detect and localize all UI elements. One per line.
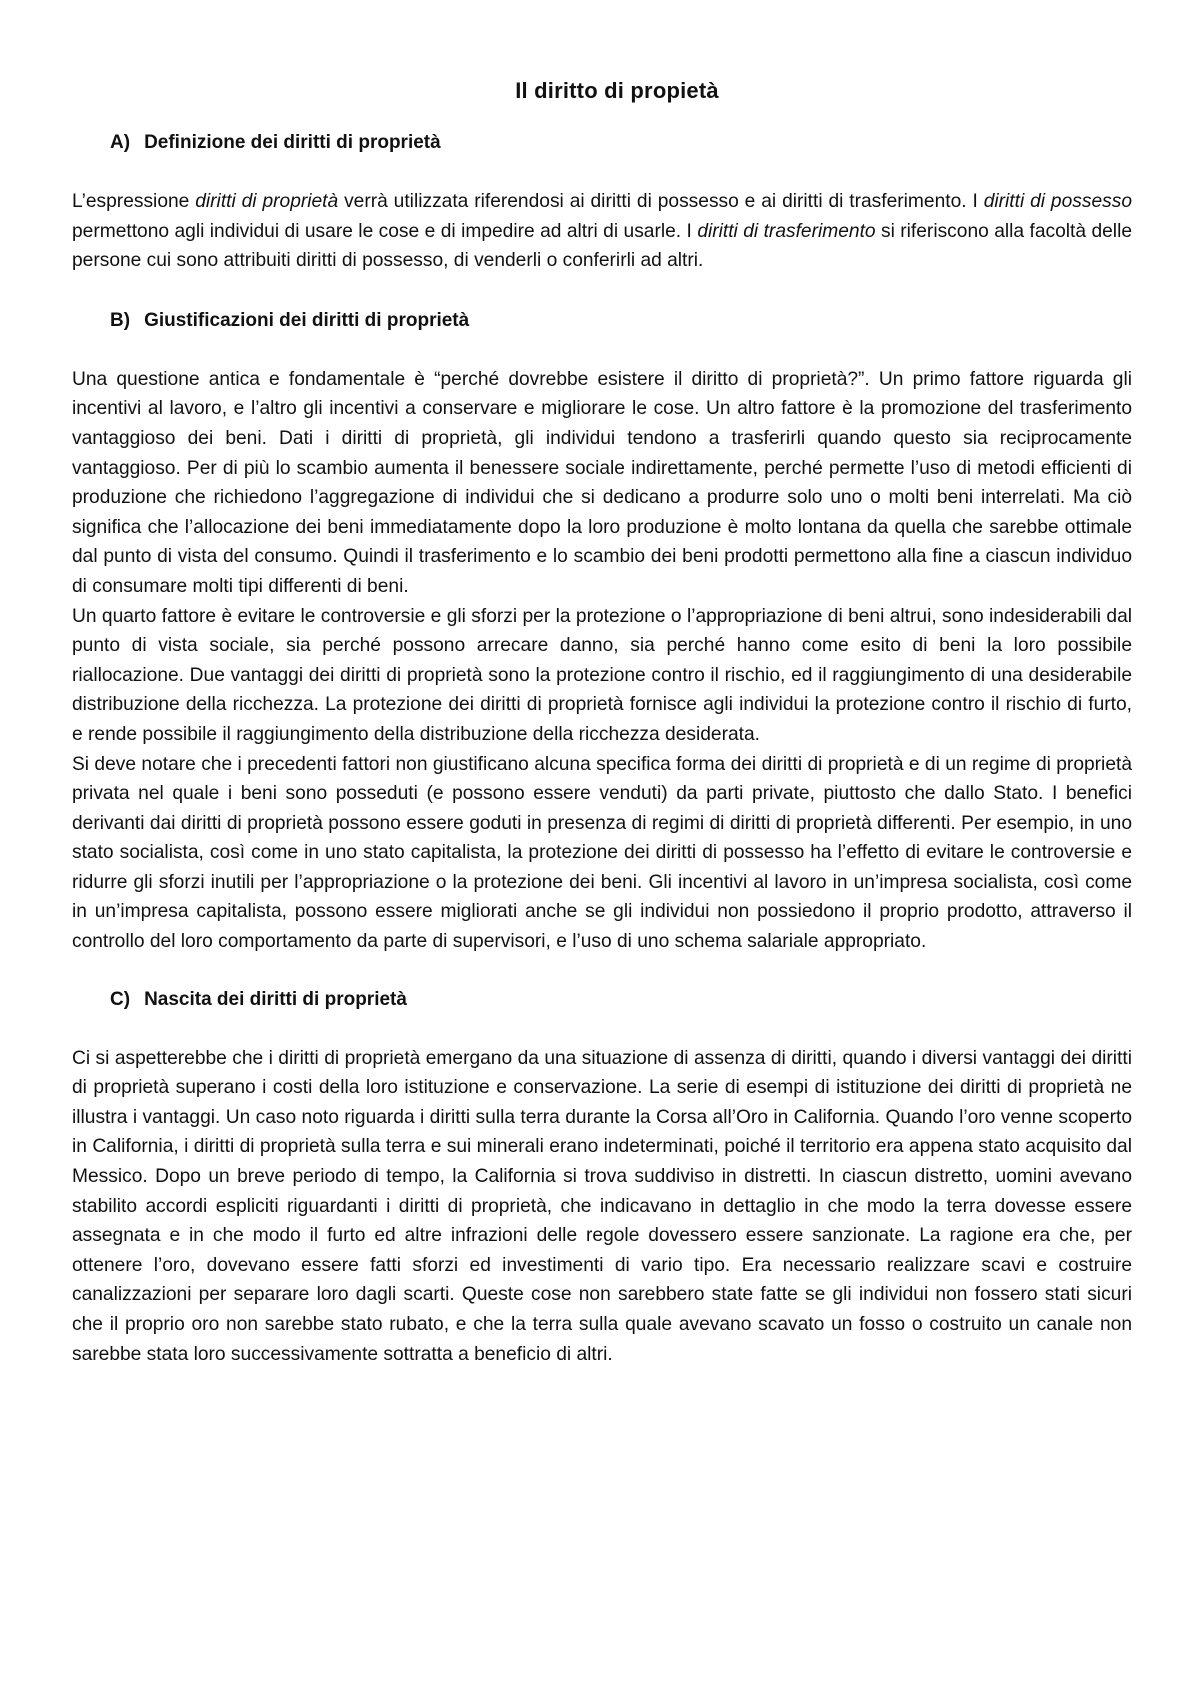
section-heading-a bbox=[72, 132, 1132, 154]
section-title: Giustificazioni dei diritti di proprietà bbox=[144, 309, 470, 331]
paragraph bbox=[72, 602, 1132, 750]
text-run: Un quarto fattore è evitare le controversie e gli sforzi per la protezione o l’appropriazione di beni altrui, sono indesiderabili dal punto di vista sociale, sia perché possono arrecare danno, sia perché hanno come esito di beni la loro possibile riallocazione. Due vantaggi dei diritti di proprietà sono la protezione contro il rischio, ed il raggiungimento di una desiderabile distribuzione della ricchezza. La protezione dei diritti di proprietà fornisce agli individui la protezione contro il rischio di furto, e rende possibile il raggiungimento della distribuzione della ricchezza desiderata. bbox=[72, 605, 1132, 745]
italic-term: diritti di proprietà bbox=[195, 191, 339, 212]
paragraph bbox=[72, 187, 1132, 276]
page-title: Il diritto di propietà bbox=[515, 78, 719, 103]
italic-term: diritti di possesso bbox=[983, 191, 1132, 212]
italic-term: diritti di trasferimento bbox=[697, 220, 876, 242]
text-run: Una questione antica e fondamentale è “perché dovrebbe esistere il diritto di proprietà?”. Un primo fattore riguarda gli incentivi al lavoro, e l’altro gli incentivi a conservare e migliorare le cose. Un altro fattore è la promozione del trasferimento vantaggioso dei beni. Dati i diritti di proprietà, gli individui tendono a trasferirli quando questo sia reciprocamente vantaggioso. Per di più lo scambio aumenta il benessere sociale indirettamente, perché permette l’uso di metodi efficienti di produzione che richiedono l’aggregazione di individui che si dedicano a produrre solo uno o molti beni interrelati. Ma ciò significa che l’allocazione dei beni immediatamente dopo la loro produzione è molto lontana da quella che sarebbe ottimale dal punto di vista del consumo. Quindi il trasferimento e lo scambio dei beni prodotti permettono alla fine a ciascun individuo di consumare molti tipi differenti di beni. bbox=[72, 368, 1132, 597]
document-page bbox=[72, 70, 1132, 1369]
paragraph bbox=[72, 750, 1132, 957]
section-letter: C) bbox=[110, 988, 131, 1010]
text-run: permettono agli individui di usare le cose e di impedire ad altri di usarle. I bbox=[72, 220, 698, 242]
section-letter: A) bbox=[110, 132, 131, 153]
text-run: si riferiscono alla facoltà delle persone cui sono attribuiti diritti di possesso, di venderli o conferirli ad altri. bbox=[72, 220, 1132, 272]
section-letter: B) bbox=[110, 309, 131, 331]
section-heading-b bbox=[72, 310, 1132, 332]
text-run: Si deve notare che i precedenti fattori non giustificano alcuna specifica forma dei diritti di proprietà e di un regime di proprietà privata nel quale i beni sono posseduti (e possono essere venduti) da parti private, piuttosto che dallo Stato. I benefici derivanti dai diritti di proprietà possono essere goduti in presenza di regimi di diritti di proprietà differenti. Per esempio, in uno stato socialista, così come in uno stato capitalista, la protezione dei diritti di possesso ha l’effetto di evitare le controversie e ridurre gli sforzi inutili per l’appropriazione o la protezione dei beni. Gli incentivi al lavoro in un’impresa socialista, così come in un’impresa capitalista, possono essere migliorati anche se gli individui non possiedono il proprio prodotto, attraverso il controllo del loro comportamento da parte di supervisori, e l’uso di uno schema salariale appropriato. bbox=[72, 753, 1132, 953]
paragraph bbox=[72, 1044, 1132, 1370]
section-title: Definizione dei diritti di proprietà bbox=[144, 132, 441, 153]
text-run: Ci si aspetterebbe che i diritti di proprietà emergano da una situazione di assenza di diritti, quando i diversi vantaggi dei diritti di proprietà superano i costi della loro istituzione e conservazione. La serie di esempi di istituzione dei diritti di proprietà ne illustra i vantaggi. Un caso noto riguarda i diritti sulla terra durante la Corsa all’Oro in California. Quando l’oro venne scoperto in California, i diritti di proprietà sulla terra e sui minerali erano indeterminati, poiché il territorio era appena stato acquisito dal Messico. Dopo un breve periodo di tempo, la California si trova suddiviso in distretti. In ciascun distretto, uomini avevano stabilito accordi espliciti riguardanti i diritti di proprietà, che indicavano in dettaglio in che modo la terra dovesse essere assegnata e in che modo il furto ed altre infrazioni delle regole dovessero essere sanzionate. La ragione era che, per ottenere l’oro, dovevano essere fatti sforzi ed investimenti di vario tipo. Era necessario realizzare scavi e costruire canalizzazioni per separare loro dagli scarti. Queste cose non sarebbero state fatte se gli individui non fossero stati sicuri che il proprio oro non sarebbe stato rubato, e che la terra sulla quale avevano scavato un fosso o costruito un canale non sarebbe stata loro successivamente sottratta a beneficio di altri. bbox=[72, 1047, 1132, 1365]
section-heading-c bbox=[72, 989, 1132, 1011]
text-run: verrà utilizzata riferendosi ai diritti di possesso e ai diritti di trasferimento. I bbox=[338, 191, 984, 212]
text-run: L’espressione bbox=[72, 191, 196, 212]
paragraph bbox=[72, 365, 1132, 602]
section-title: Nascita dei diritti di proprietà bbox=[144, 988, 407, 1010]
